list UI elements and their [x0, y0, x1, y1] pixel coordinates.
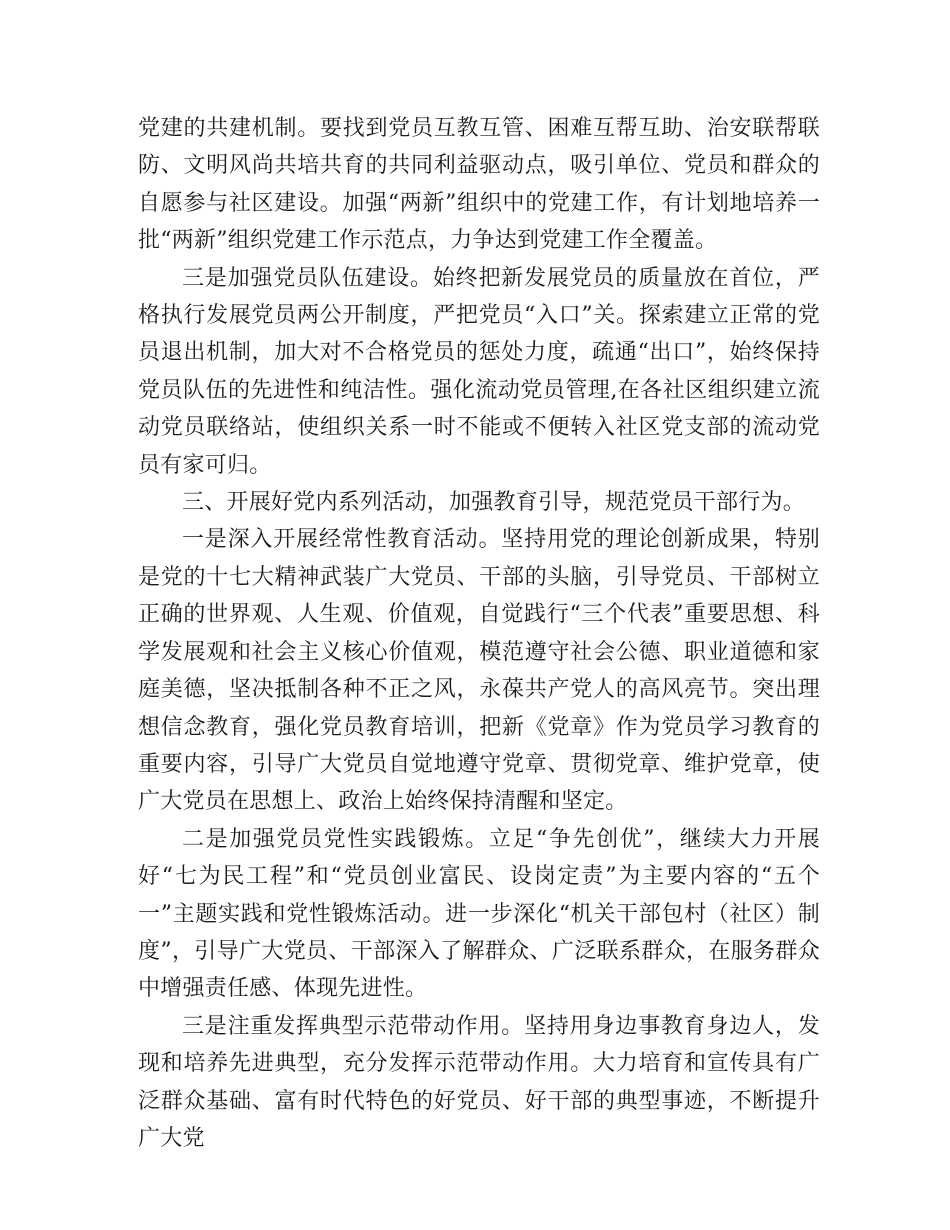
paragraph-regular-education: 一是深入开展经常性教育活动。坚持用党的理论创新成果，特别是党的十七大精神武装广大党员、干部的头脑，引导党员、干部树立正确的世界观、人生观、价值观，自觉践行“三个代表”重要思想、科学发展观和社会主义核心价值观，模范遵守社会公德、职业道德和家庭美德，坚决抵制各种不正之风，永葆共产党人的高风亮节。突出理想信念教育，强化党员教育培训，把新《党章》作为党员学习教育的重要内容，引导广大党员自觉地遵守党章、贯彻党章、维护党章，使广大党员在思想上、政治上始终保持清醒和坚定。: [138, 527, 820, 815]
document-page: [138, 110, 820, 1157]
section-heading-three: 三、开展好党内系列活动，加强教育引导，规范党员干部行为。: [182, 490, 806, 516]
paragraph-party-team-building: 三是加强党员队伍建设。始终把新发展党员的质量放在首位，严格执行发展党员两公开制度，严把党员“入口”关。探索建立正常的党员退出机制，加大对不合格党员的惩处力度，疏通“出口”，始终保持党员队伍的先进性和纯洁性。强化流动党员管理,在各社区组织建立流动党员联络站，使组织关系一时不能或不便转入社区党支部的流动党员有家可归。: [138, 265, 820, 478]
paragraph-typical-examples: 三是注重发挥典型示范带动作用。坚持用身边事教育身边人，发现和培养先进典型，充分发挥示范带动作用。大力培育和宣传具有广泛群众基础、富有时代特色的好党员、好干部的典型事迹，不断提升广大党: [138, 1013, 820, 1151]
paragraph-continuation: 党建的共建机制。要找到党员互教互管、困难互帮互助、治安联帮联防、文明风尚共培共育的共同利益驱动点，吸引单位、党员和群众的自愿参与社区建设。加强“两新”组织中的党建工作，有计划地培养一批“两新”组织党建工作示范点，力争达到党建工作全覆盖。: [138, 116, 820, 254]
paragraph-party-practice: 二是加强党员党性实践锻炼。立足“争先创优”，继续大力开展好“七为民工程”和“党员创业富民、设岗定责”为主要内容的“五个一”主题实践和党性锻炼活动。进一步深化“机关干部包村（社区）制度”，引导广大党员、干部深入了解群众、广泛联系群众，在服务群众中增强责任感、体现先进性。: [138, 826, 820, 1002]
